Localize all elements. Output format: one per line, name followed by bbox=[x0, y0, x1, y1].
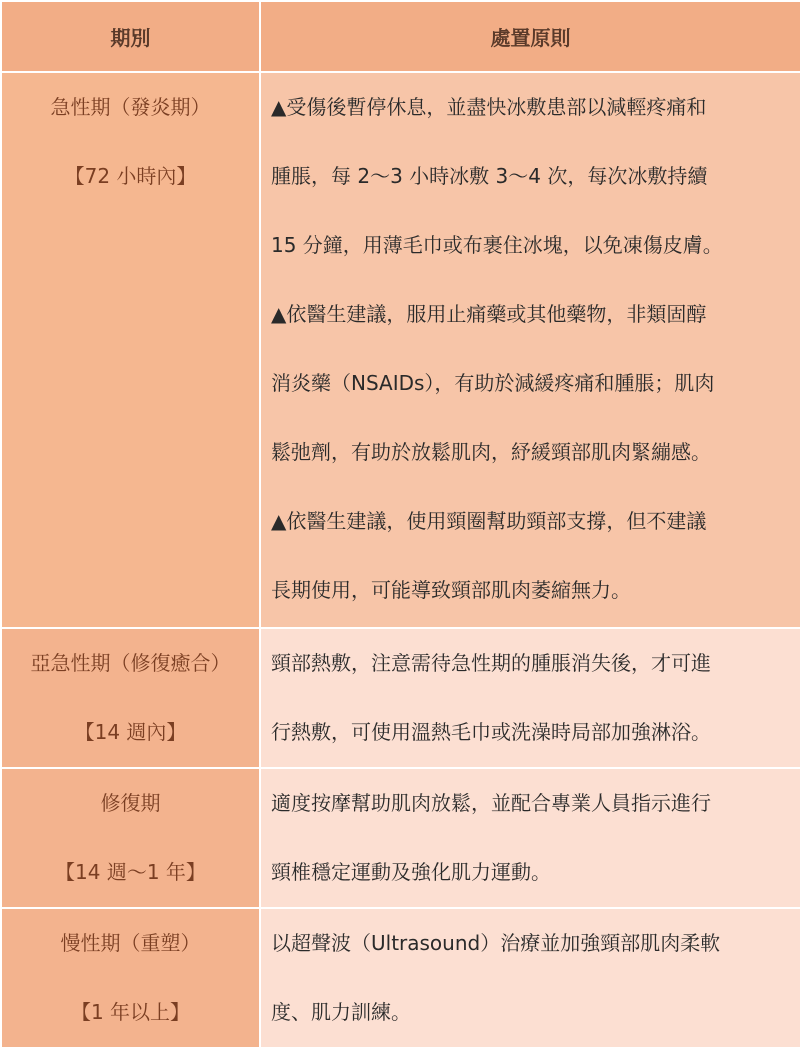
period-duration: 【14 週內】 bbox=[74, 720, 187, 744]
table-row bbox=[1, 908, 800, 1048]
period-name: 亞急性期（修復癒合） bbox=[30, 651, 231, 675]
principle-line: 頸部熱敷，注意需待急性期的腫脹消失後，才可進 bbox=[271, 651, 711, 675]
principle-cell bbox=[260, 628, 800, 768]
principle-line: 適度按摩幫助肌肉放鬆，並配合專業人員指示進行 bbox=[271, 791, 711, 815]
period-cell bbox=[1, 908, 260, 1048]
period-name: 急性期（發炎期） bbox=[50, 95, 211, 119]
period-name: 修復期 bbox=[100, 791, 161, 815]
period-name: 慢性期（重塑） bbox=[60, 931, 201, 955]
principle-cell bbox=[260, 768, 800, 908]
period-cell bbox=[1, 72, 260, 628]
principle-line: 鬆弛劑，有助於放鬆肌肉，紓緩頸部肌肉緊繃感。 bbox=[271, 440, 711, 464]
principle-line: ▲依醫生建議，使用頸圈幫助頸部支撐，但不建議 bbox=[271, 509, 707, 533]
principle-line: ▲依醫生建議，服用止痛藥或其他藥物，非類固醇 bbox=[271, 302, 707, 326]
period-duration: 【1 年以上】 bbox=[70, 1000, 191, 1024]
table-row bbox=[1, 72, 800, 628]
principle-line: 消炎藥（NSAIDs），有助於減緩疼痛和腫脹；肌肉 bbox=[271, 371, 715, 395]
principle-line: 頸椎穩定運動及強化肌力運動。 bbox=[271, 860, 551, 884]
principle-line: 腫脹，每 2～3 小時冰敷 3～4 次，每次冰敷持續 bbox=[271, 164, 708, 188]
period-duration: 【14 週～1 年】 bbox=[55, 860, 206, 884]
principle-line: 長期使用，可能導致頸部肌肉萎縮無力。 bbox=[271, 578, 631, 602]
period-cell bbox=[1, 628, 260, 768]
principle-cell bbox=[260, 908, 800, 1048]
period-duration: 【72 小時內】 bbox=[64, 164, 197, 188]
principle-line: 15 分鐘，用薄毛巾或布裹住冰塊，以免凍傷皮膚。 bbox=[271, 233, 723, 257]
header-row bbox=[1, 1, 800, 72]
table-row bbox=[1, 768, 800, 908]
principle-line: 行熱敷，可使用溫熱毛巾或洗澡時局部加強淋浴。 bbox=[271, 720, 711, 744]
header-period: 期別 bbox=[1, 1, 260, 72]
principle-line: 度、肌力訓練。 bbox=[271, 1000, 411, 1024]
principle-line: ▲受傷後暫停休息，並盡快冰敷患部以減輕疼痛和 bbox=[271, 95, 707, 119]
principle-cell bbox=[260, 72, 800, 628]
principle-line: 以超聲波（Ultrasound）治療並加強頸部肌肉柔軟 bbox=[271, 931, 721, 955]
header-principle: 處置原則 bbox=[260, 1, 800, 72]
period-cell bbox=[1, 768, 260, 908]
table-row bbox=[1, 628, 800, 768]
